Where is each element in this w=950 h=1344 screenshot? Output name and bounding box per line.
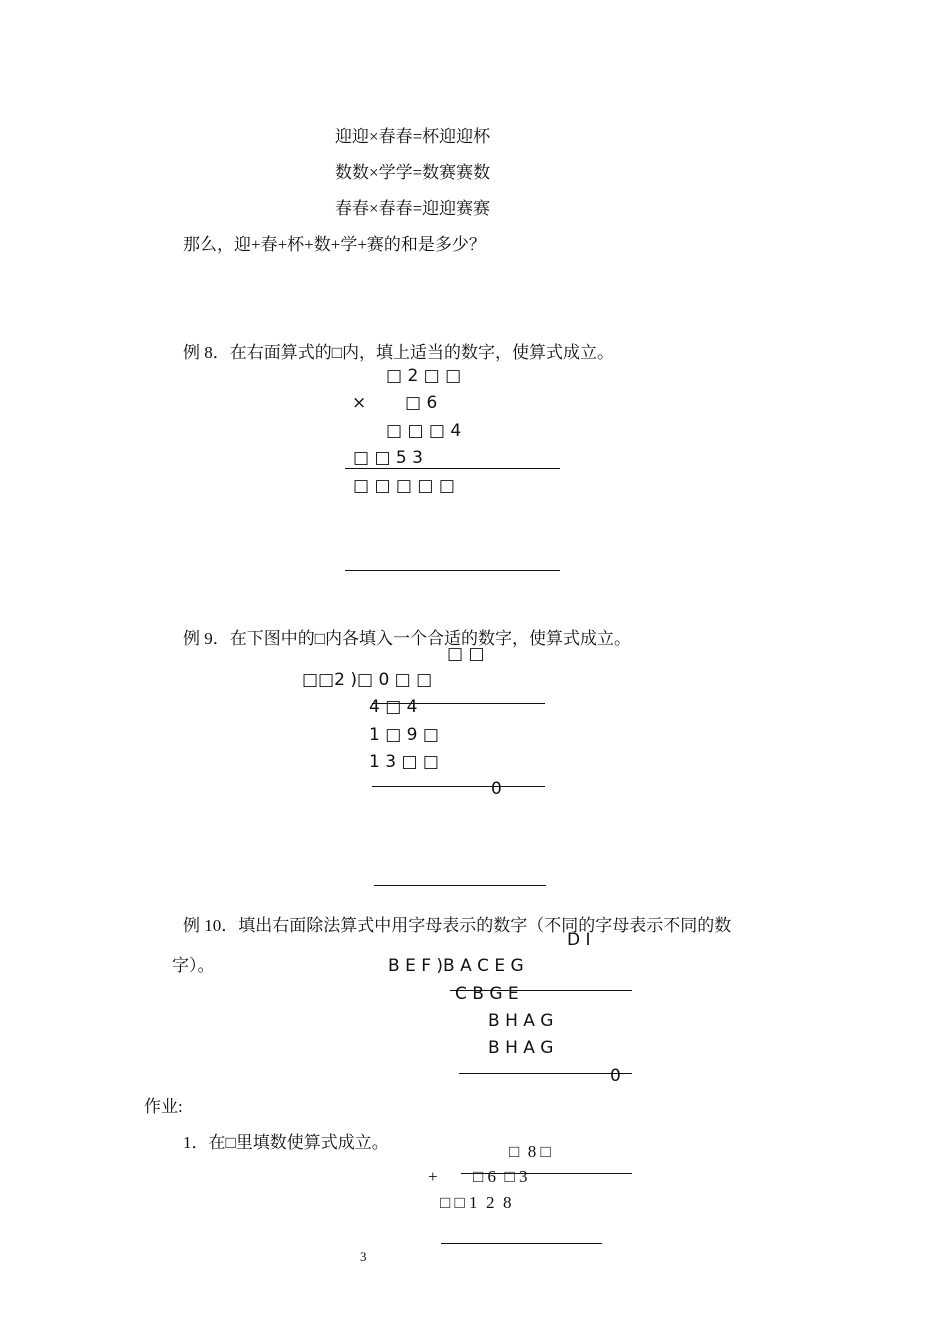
example-10-dividend-row: B E F )B A C E G bbox=[388, 956, 524, 976]
example-9-dividend-row: □□2 )□ 0 □ □ bbox=[302, 670, 433, 690]
example-9-quotient: □ □ bbox=[447, 644, 485, 664]
example-10-step-2: B H A G bbox=[488, 1011, 554, 1031]
homework-sum: □ □ 1 2 8 bbox=[440, 1193, 512, 1212]
example-8-times-sign: × bbox=[352, 393, 367, 413]
intro-equation-2: 数数×学学=数赛赛数 bbox=[335, 163, 491, 182]
example-8-partial-2: □ □ 5 3 bbox=[353, 448, 423, 468]
example-9-title: 例 9．在下图中的□内各填入一个合适的数字，使算式成立。 bbox=[183, 629, 632, 648]
example-8-multiplier: □ 6 bbox=[405, 393, 438, 413]
example-10-bottom-rule bbox=[459, 1073, 632, 1074]
example-8-answer-rule bbox=[345, 570, 560, 571]
example-8-sum-rule bbox=[345, 468, 560, 469]
example-9-step-3: 1 3 □ □ bbox=[369, 752, 439, 772]
example-9-remainder: 0 bbox=[491, 779, 502, 799]
example-10-step-1: C B G E bbox=[455, 984, 519, 1004]
example-10-quotient: D I bbox=[567, 930, 591, 950]
intro-question: 那么，迎+春+杯+数+学+赛的和是多少？ bbox=[183, 235, 486, 254]
example-9-bottom-rule bbox=[372, 786, 545, 787]
homework-answer-rule bbox=[441, 1243, 602, 1244]
homework-sum-rule bbox=[461, 1173, 632, 1174]
homework-addend-2: □ 6 □ 3 bbox=[473, 1167, 528, 1186]
example-10-title-line-1: 例 10．填出右面除法算式中用字母表示的数字（不同的字母表示不同的数 bbox=[183, 916, 732, 935]
homework-item-1: 1．在□里填数使算式成立。 bbox=[183, 1133, 389, 1152]
example-10-remainder: 0 bbox=[610, 1066, 621, 1086]
example-9-answer-rule bbox=[374, 885, 546, 886]
example-8-partial-1: □ □ □ 4 bbox=[386, 421, 462, 441]
example-10-title-line-2: 字）。 bbox=[172, 956, 215, 975]
example-10-step-3: B H A G bbox=[488, 1038, 554, 1058]
example-9-step-1: 4 □ 4 bbox=[369, 697, 418, 717]
example-8-title: 例 8．在右面算式的□内，填上适当的数字，使算式成立。 bbox=[183, 343, 615, 362]
intro-equation-1: 迎迎×春春=杯迎迎杯 bbox=[335, 127, 491, 146]
example-9-step-2: 1 □ 9 □ bbox=[369, 725, 439, 745]
example-8-multiplicand: □ 2 □ □ bbox=[386, 366, 462, 386]
homework-addend-1: □ 8 □ bbox=[509, 1142, 551, 1161]
page-number: 3 bbox=[360, 1249, 367, 1264]
example-8-product: □ □ □ □ □ bbox=[353, 476, 455, 496]
homework-plus-sign: + bbox=[428, 1167, 438, 1186]
homework-heading: 作业: bbox=[144, 1097, 183, 1116]
intro-equation-3: 春春×春春=迎迎赛赛 bbox=[335, 199, 491, 218]
